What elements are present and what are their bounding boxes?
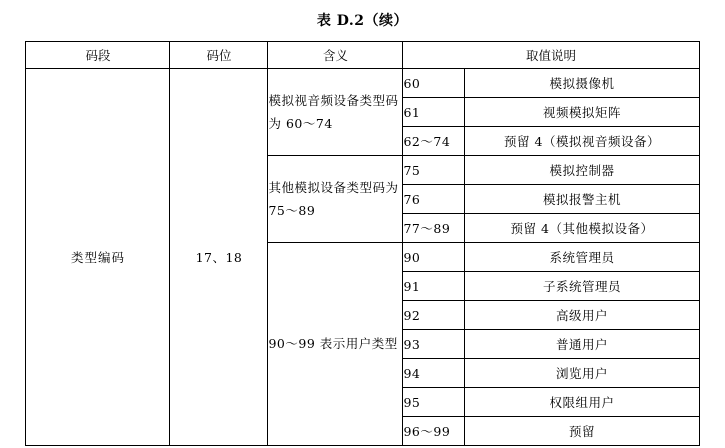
- cell-value-desc: 视频模拟矩阵: [465, 98, 699, 127]
- cell-value-desc: 子系统管理员: [465, 272, 699, 301]
- cell-meaning-user-type: 90～99 表示用户类型: [268, 243, 403, 446]
- cell-meaning-analog-av: 模拟视音频设备类型码为 60～74: [268, 69, 403, 156]
- cell-value-desc: 权限组用户: [465, 388, 699, 417]
- cell-code-segment: 类型编码: [26, 69, 170, 446]
- cell-value-code: 77～89: [403, 214, 465, 243]
- table-header-row: [26, 42, 699, 69]
- cell-meaning-other-analog: 其他模拟设备类型码为 75～89: [268, 156, 403, 243]
- cell-value-desc: 高级用户: [465, 301, 699, 330]
- cell-value-code: 96～99: [403, 417, 465, 446]
- cell-value-code: 93: [403, 330, 465, 359]
- cell-value-desc: 预留 4（模拟视音频设备）: [465, 127, 699, 156]
- cell-value-desc: 模拟摄像机: [465, 69, 699, 98]
- cell-code-position: 17、18: [170, 69, 268, 446]
- cell-value-code: 92: [403, 301, 465, 330]
- cell-value-desc: 普通用户: [465, 330, 699, 359]
- cell-value-code: 95: [403, 388, 465, 417]
- cell-value-desc: 预留 4（其他模拟设备）: [465, 214, 699, 243]
- cell-value-code: 75: [403, 156, 465, 185]
- table-row: [26, 69, 699, 98]
- header-code-segment: 码段: [26, 42, 170, 69]
- cell-value-desc: 预留: [465, 417, 699, 446]
- header-value-description: 取值说明: [403, 42, 699, 69]
- cell-value-code: 91: [403, 272, 465, 301]
- cell-value-desc: 系统管理员: [465, 243, 699, 272]
- table-caption: 表 D.2（续）: [316, 13, 409, 29]
- cell-value-code: 61: [403, 98, 465, 127]
- code-definition-table: [25, 41, 699, 446]
- cell-value-desc: 浏览用户: [465, 359, 699, 388]
- cell-value-code: 90: [403, 243, 465, 272]
- header-code-position: 码位: [170, 42, 268, 69]
- cell-value-code: 94: [403, 359, 465, 388]
- cell-value-desc: 模拟报警主机: [465, 185, 699, 214]
- cell-value-desc: 模拟控制器: [465, 156, 699, 185]
- cell-value-code: 60: [403, 69, 465, 98]
- header-meaning: 含义: [268, 42, 403, 69]
- cell-value-code: 62～74: [403, 127, 465, 156]
- cell-value-code: 76: [403, 185, 465, 214]
